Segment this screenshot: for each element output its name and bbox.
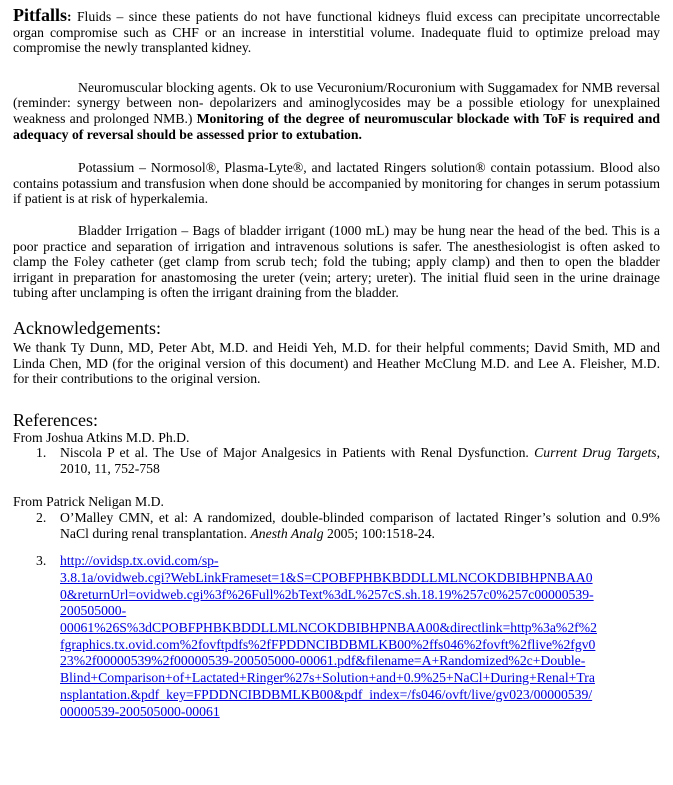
reference-number: 1. bbox=[36, 445, 47, 461]
reference-item-1 bbox=[36, 445, 660, 476]
reference-source-atkins: From Joshua Atkins M.D. Ph.D. bbox=[13, 429, 190, 445]
bladder-irrigation-paragraph: Bladder Irrigation – Bags of bladder irrigant (1000 mL) may be hung near the head of the bed. This is a poor practice and separation of irrigation and intravenous solutions is safer. The anesthesiologist is often asked to clamp the Foley catheter (get clamp from scrub tech; fold the tubing; apply clamp) and then to open the bladder irrigant in preparation for anastomosing the ureter (vein; artery; ureter). The initial fluid seen in the urine drainage tubing after unclamping is often the irrigant draining from the bladder. bbox=[13, 222, 660, 301]
ovid-article-link[interactable]: http://ovidsp.tx.ovid.com/sp- 3.8.1a/ovidweb.cgi?WebLinkFrameset=1&S=CPOBFPHBKBDDLLMLNCOKDBIBHPNBAA0 0&returnUrl=ovidweb.cgi%3f%26Full%2bText%3dL%257cS.sh.18.19%257c0%257c00000539- 200505000- 00061%26S%3dCPOBFPHBKBDDLLMLNCOKDBIBHPNBAA00&directlink=http%3a%2f%2 fgraphics.tx.ovid.com%2fovftpdfs%2fFPDDNCIBDBMLKB00%2ffs046%2fovft%2flive%2fgv0 23%2f00000539%2f00000539-200505000-00061.pdf&filename=A+Randomized%2c+Double- Blind+Comparison+of+Lactated+Ringer%27s+Solution+and+0.9%25+NaCl+During+Renal+Tra nsplantation.&pdf_key=FPDDNCIBDBMLKB00&pdf_index=/fs046/ovft/live/gv023/00000539/ 00000539-200505000-00061 bbox=[60, 553, 597, 719]
reference-item-3 bbox=[36, 553, 660, 720]
reference-source-neligan: From Patrick Neligan M.D. bbox=[13, 494, 164, 510]
reference-number: 3. bbox=[36, 553, 47, 569]
acknowledgements-text: We thank Ty Dunn, MD, Peter Abt, M.D. and Heidi Yeh, M.D. for their helpful comments; David Smith, MD and Linda Chen, MD (for the original version of this document) and Heather McClung M.D. and Lee A. Fleisher, M.D. for their contributions to the original version. bbox=[13, 339, 660, 387]
pitfalls-paragraph: Pitfalls: Fluids – since these patients do not have functional kidneys fluid excess can precipitate uncorrectable organ compromise such as CHF or an increase in interstitial volume. Inadequate fluid to optimize preload may compromise the newly transplanted kidney. bbox=[13, 5, 660, 56]
nmb-paragraph: Neuromuscular blocking agents. Ok to use Vecuronium/Rocuronium with Suggamadex for NMB reversal (reminder: synergy between non- depolarizers and aminoglycosides may be a possible etiology for unexplained weakness and prolonged NMB.) Monitoring of the degree of neuromuscular blockade with ToF is required and adequacy of reversal should be assessed prior to extubation. bbox=[13, 79, 660, 142]
reference-item-text: Niscola P et al. The Use of Major Analgesics in Patients with Renal Dysfunction. Current Drug Targets, 2010, 11, 752-758 bbox=[60, 445, 660, 476]
references-heading: References: bbox=[13, 409, 98, 430]
potassium-paragraph: Potassium – Normosol®, Plasma-Lyte®, and lactated Ringers solution® contain potassium. Blood also contains potassium and transfusion when done should be accompanied by monitoring for changes in serum potassium if patient is at risk of hyperkalemia. bbox=[13, 160, 660, 207]
reference-item-text: O’Malley CMN, et al: A randomized, double-blinded comparison of lactated Ringer’s solution and 0.9% NaCl during renal transplantation. Anesth Analg 2005; 100:1518-24. bbox=[60, 510, 660, 541]
reference-item-url bbox=[60, 553, 660, 720]
acknowledgements-heading: Acknowledgements: bbox=[13, 317, 161, 338]
reference-item-2 bbox=[36, 510, 660, 541]
reference-number: 2. bbox=[36, 510, 47, 526]
